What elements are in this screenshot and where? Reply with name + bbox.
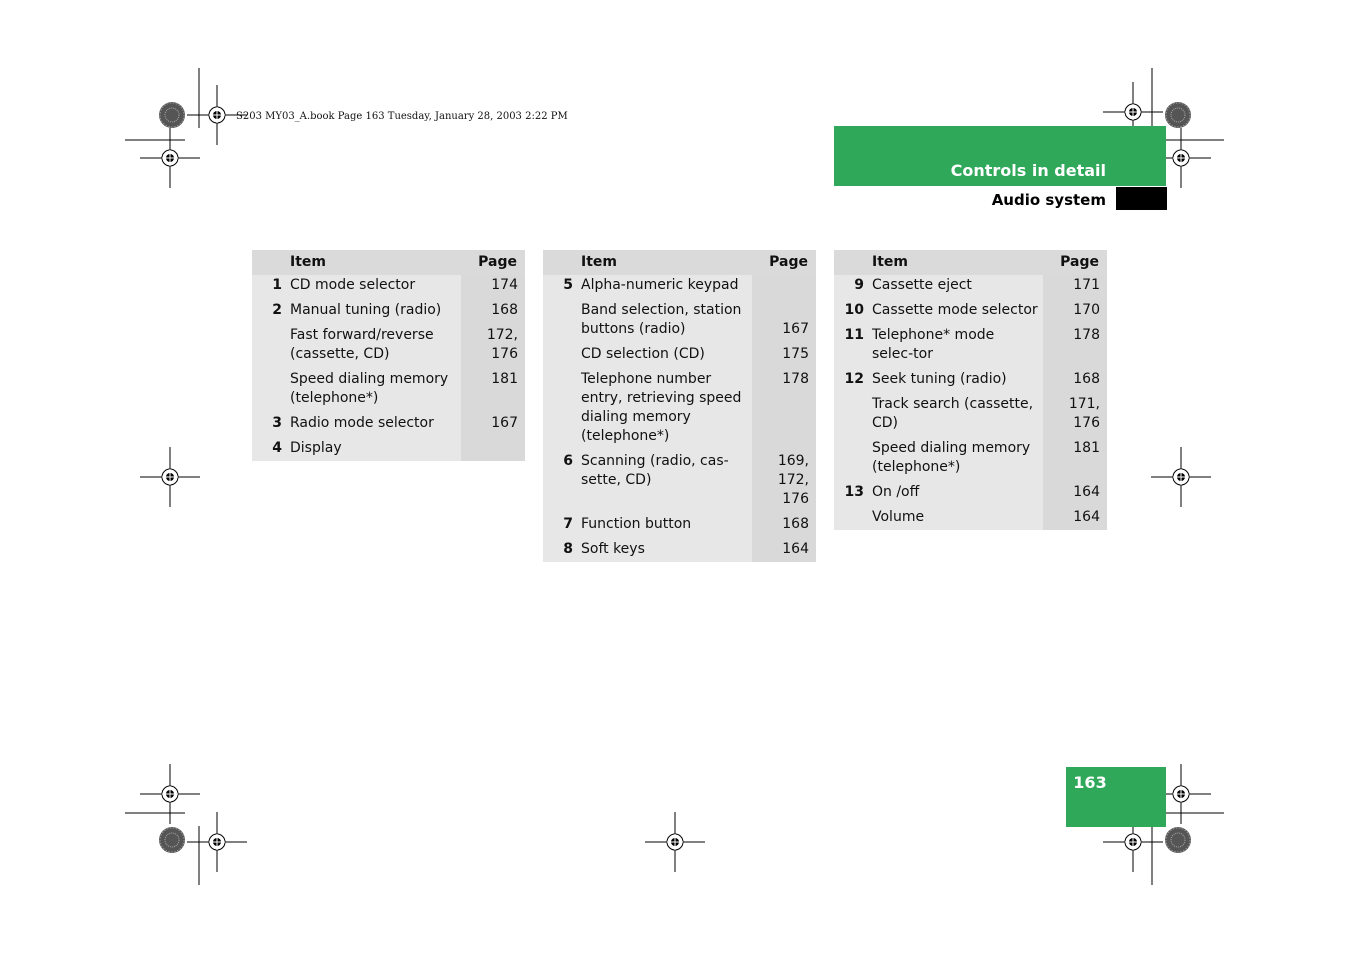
table-row [834, 392, 1107, 436]
row-item: Display [284, 436, 461, 461]
table-row [252, 411, 525, 436]
row-item: Speed dialing memory (telephone*) [866, 436, 1043, 480]
row-item: Radio mode selector [284, 411, 461, 436]
row-number: 7 [543, 512, 575, 537]
row-item: Seek tuning (radio) [866, 367, 1043, 392]
row-item: Telephone number entry, retrieving speed dialing memory (telephone*) [575, 367, 752, 449]
row-item: On /off [866, 480, 1043, 505]
row-page: 181 [1043, 436, 1107, 480]
reference-table-1 [252, 250, 525, 461]
header-page: Page [752, 250, 816, 275]
row-item: Volume [866, 505, 1043, 530]
table-row [252, 367, 525, 411]
row-page: 181 [461, 367, 525, 411]
row-item: Scanning (radio, cas-sette, CD) [575, 449, 752, 512]
table-row [252, 275, 525, 298]
table-row [543, 367, 816, 449]
header-item: Item [866, 250, 1043, 275]
row-page: 168 [1043, 367, 1107, 392]
row-page [461, 436, 525, 461]
row-page: 167 [461, 411, 525, 436]
table-row [834, 436, 1107, 480]
row-page: 168 [752, 512, 816, 537]
table-row [252, 436, 525, 461]
row-number [252, 323, 284, 367]
table-row [543, 537, 816, 562]
row-item: Alpha-numeric keypad [575, 275, 752, 298]
row-item: Band selection, station buttons (radio) [575, 298, 752, 342]
row-page: 178 [752, 367, 816, 449]
table-row [834, 323, 1107, 367]
row-item: Fast forward/reverse (cassette, CD) [284, 323, 461, 367]
row-item: CD selection (CD) [575, 342, 752, 367]
table-row [543, 512, 816, 537]
row-number [252, 367, 284, 411]
row-number: 3 [252, 411, 284, 436]
table-row [543, 298, 816, 342]
header-num [834, 250, 866, 275]
row-item: Cassette mode selector [866, 298, 1043, 323]
table-row [543, 342, 816, 367]
header-num [252, 250, 284, 275]
subsection-title: Audio system [991, 191, 1106, 209]
table-header-row [252, 250, 525, 275]
table-row [543, 275, 816, 298]
row-number: 13 [834, 480, 866, 505]
row-page: 167 [752, 298, 816, 342]
page-number-box [1066, 767, 1166, 827]
table-row [834, 367, 1107, 392]
row-number [543, 298, 575, 342]
table-row [834, 505, 1107, 530]
row-item: Telephone* mode selec-tor [866, 323, 1043, 367]
row-item: Track search (cassette, CD) [866, 392, 1043, 436]
table-row [834, 275, 1107, 298]
row-item: Cassette eject [866, 275, 1043, 298]
row-number: 12 [834, 367, 866, 392]
row-number: 1 [252, 275, 284, 298]
page-number: 163 [1073, 773, 1107, 792]
row-page: 178 [1043, 323, 1107, 367]
row-number: 2 [252, 298, 284, 323]
row-page: 169, 172, 176 [752, 449, 816, 512]
row-item: CD mode selector [284, 275, 461, 298]
row-page: 174 [461, 275, 525, 298]
row-page: 172, 176 [461, 323, 525, 367]
row-number [543, 342, 575, 367]
subsection-marker-bar [1116, 187, 1167, 210]
row-number [834, 392, 866, 436]
row-page: 164 [1043, 480, 1107, 505]
table-row [252, 298, 525, 323]
row-item: Manual tuning (radio) [284, 298, 461, 323]
section-title: Controls in detail [950, 161, 1106, 180]
row-page: 164 [752, 537, 816, 562]
table-row [834, 480, 1107, 505]
row-number: 10 [834, 298, 866, 323]
row-page [752, 275, 816, 298]
reference-table-2 [543, 250, 816, 562]
header-item: Item [575, 250, 752, 275]
row-page: 171, 176 [1043, 392, 1107, 436]
reference-table-3 [834, 250, 1107, 530]
table-row [252, 323, 525, 367]
section-header-box [834, 126, 1166, 186]
table-row [834, 298, 1107, 323]
row-page: 175 [752, 342, 816, 367]
row-page: 171 [1043, 275, 1107, 298]
row-number: 6 [543, 449, 575, 512]
row-number: 9 [834, 275, 866, 298]
row-item: Soft keys [575, 537, 752, 562]
table-header-row [543, 250, 816, 275]
row-page: 168 [461, 298, 525, 323]
row-item: Function button [575, 512, 752, 537]
header-num [543, 250, 575, 275]
header-page: Page [461, 250, 525, 275]
row-number: 4 [252, 436, 284, 461]
row-number [543, 367, 575, 449]
print-header: S203 MY03_A.book Page 163 Tuesday, January 28, 2003 2:22 PM [236, 111, 568, 122]
table-row [543, 449, 816, 512]
table-header-row [834, 250, 1107, 275]
row-number: 8 [543, 537, 575, 562]
row-item: Speed dialing memory (telephone*) [284, 367, 461, 411]
row-number: 5 [543, 275, 575, 298]
row-page: 164 [1043, 505, 1107, 530]
row-number [834, 436, 866, 480]
row-number [834, 505, 866, 530]
row-page: 170 [1043, 298, 1107, 323]
header-item: Item [284, 250, 461, 275]
row-number: 11 [834, 323, 866, 367]
header-page: Page [1043, 250, 1107, 275]
